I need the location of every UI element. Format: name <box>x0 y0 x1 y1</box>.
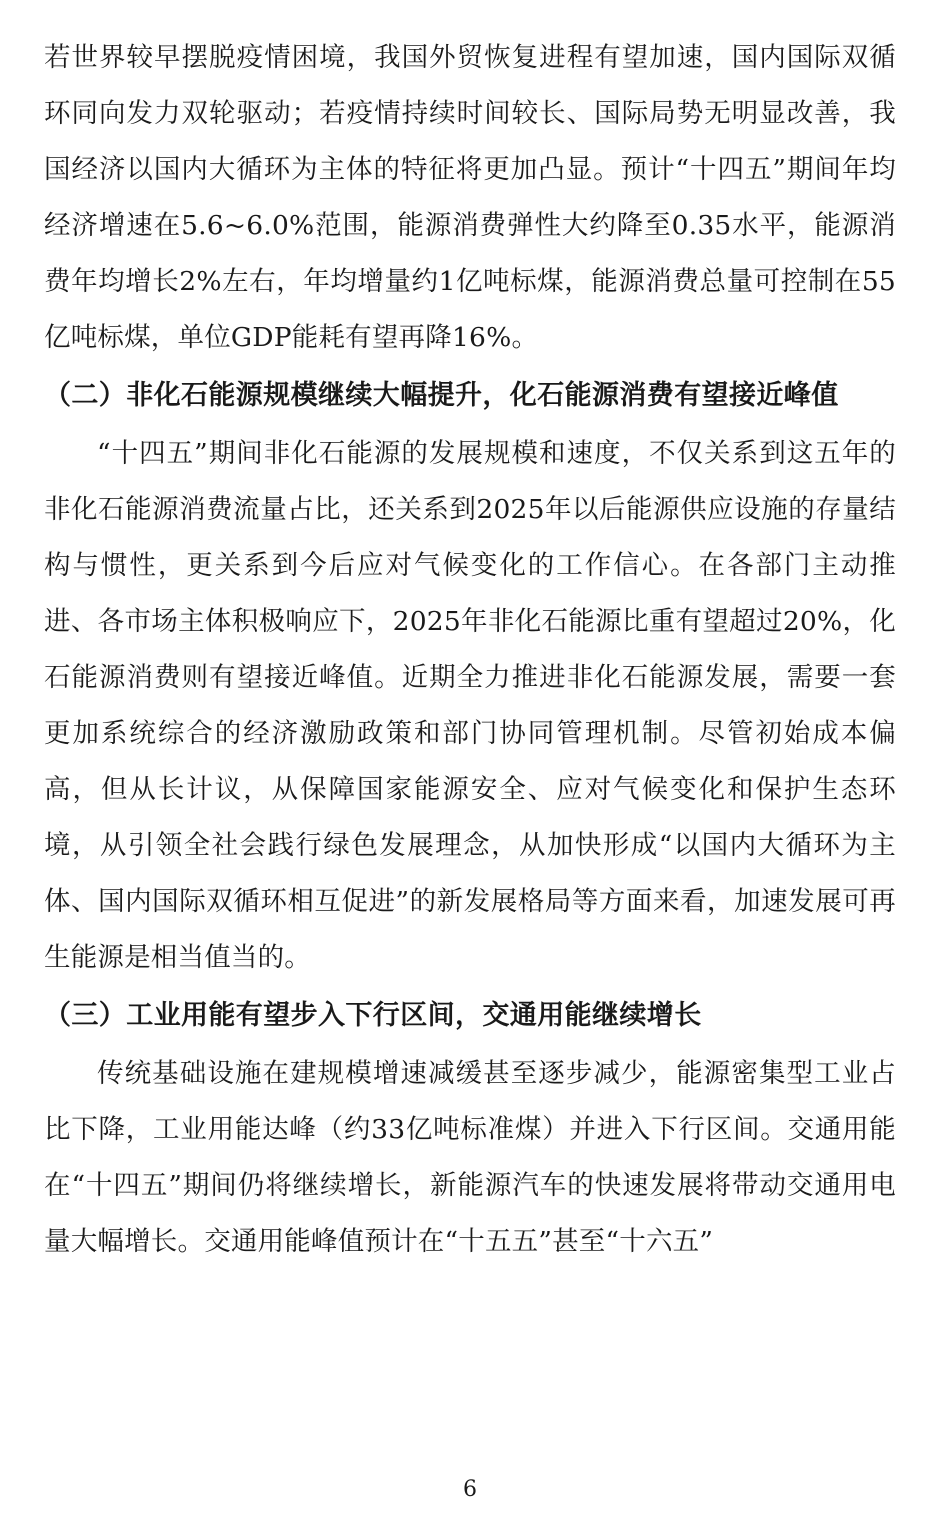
paragraph-section-two: “十四五”期间非化石能源的发展规模和速度，不仅关系到这五年的非化石能源消费流量占比，还关系到2025年以后能源供应设施的存量结构与惯性，更关系到今后应对气候变化的工作信心。在各部门主动推进、各市场主体积极响应下，2025年非化石能源比重有望超过20%，化石能源消费则有望接近峰值。近期全力推进非化石能源发展，需要一套更加系统综合的经济激励政策和部门协同管理机制。尽管初始成本偏高，但从长计议，从保障国家能源安全、应对气候变化和保护生态环境，从引领全社会践行绿色发展理念，从加快形成“以国内大循环为主体、国内国际双循环相互促进”的新发展格局等方面来看，加速发展可再生能源是相当值当的。 <box>44 438 896 973</box>
paragraph-continued: 若世界较早摆脱疫情困境，我国外贸恢复进程有望加速，国内国际双循环同向发力双轮驱动；若疫情持续时间较长、国际局势无明显改善，我国经济以国内大循环为主体的特征将更加凸显。预计“十四五”期间年均经济增速在5.6~6.0%范围，能源消费弹性大约降至0.35水平，能源消费年均增长2%左右，年均增量约1亿吨标煤，能源消费总量可控制在55亿吨标煤，单位GDP能耗有望再降16%。 <box>44 42 896 353</box>
page-number: 6 <box>463 1477 477 1502</box>
paragraph-section-three: 传统基础设施在建规模增速减缓甚至逐步减少，能源密集型工业占比下降，工业用能达峰（约33亿吨标准煤）并进入下行区间。交通用能在“十四五”期间仍将继续增长，新能源汽车的快速发展将带动交通用电量大幅增长。交通用能峰值预计在“十五五”甚至“十六五” <box>44 1058 896 1257</box>
section-heading-two: （二）非化石能源规模继续大幅提升，化石能源消费有望接近峰值 <box>44 380 839 411</box>
section-heading-three: （三）工业用能有望步入下行区间，交通用能继续增长 <box>44 1000 702 1031</box>
document-body <box>44 30 896 1270</box>
